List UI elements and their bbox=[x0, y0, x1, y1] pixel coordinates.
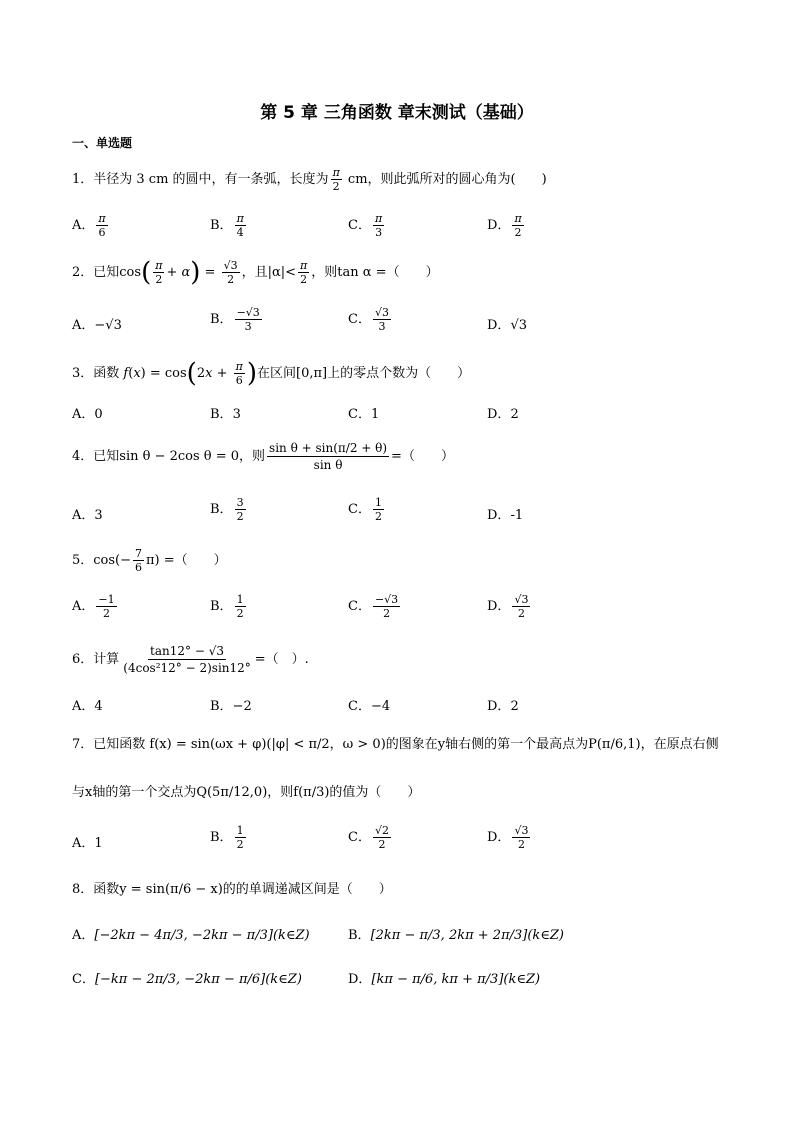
option-a[interactable]: A．−√3 bbox=[72, 318, 122, 333]
fraction: $\frac{\pi}{2}$ bbox=[332, 166, 340, 193]
option-a[interactable]: A．4 bbox=[72, 699, 103, 714]
question-6: 6．计算 $\frac{\tan 12^\circ - √3}{\text{(4cos²12° − 2)sin12°}}$ =（ ）. bbox=[72, 644, 309, 675]
option-b[interactable]: B． $\frac{1}{2}$ bbox=[210, 824, 244, 851]
option-d[interactable]: D． $\frac{√3}{2}$ bbox=[487, 824, 529, 851]
option-d[interactable]: D．-1 bbox=[487, 508, 524, 523]
option-b[interactable]: B． $\frac{-√3}{3}$ bbox=[210, 306, 260, 333]
section-heading: 一、单选题 bbox=[72, 136, 133, 150]
question-2: 2．已知cos( $\frac{\pi}{2}$ + α) = $\frac{√3}{2}$ ，且|α|< $\frac{\pi}{2}$ ，则tan α =（ ） bbox=[72, 257, 439, 288]
option-c[interactable]: C．−4 bbox=[348, 699, 391, 714]
option-a[interactable]: A． $\frac{-1}{2}$ bbox=[72, 593, 115, 620]
question-text: 1．半径为 3 cm 的圆中，有一条弧，长度为 bbox=[72, 172, 329, 187]
question-4: 4．已知sin θ − 2cos θ = 0，则 $\frac{\text{sin θ + sin(π/2 + θ)}}{\text{sin θ}}$ =（ ） bbox=[72, 441, 454, 472]
option-a[interactable]: A．[−2kπ − 4π/3, −2kπ − π/3](k∈Z) bbox=[72, 928, 310, 943]
option-c[interactable]: C．[−kπ − 2π/3, −2kπ − π/6](k∈Z) bbox=[72, 972, 302, 987]
option-d[interactable]: D． $\frac{\pi}{2}$ bbox=[487, 212, 522, 239]
option-c[interactable]: C． $\frac{√3}{3}$ bbox=[348, 306, 389, 333]
question-3: 3．函数 f(x) = cos(2x + $\frac{\pi}{6}$ )在区间[0,π]上的零点个数为（ ） bbox=[72, 358, 471, 389]
question-1 bbox=[72, 166, 547, 193]
option-b[interactable]: B．3 bbox=[210, 407, 241, 422]
option-c[interactable]: C． $\frac{1}{2}$ bbox=[348, 496, 382, 523]
option-d[interactable]: D．2 bbox=[487, 699, 519, 714]
option-b[interactable]: B． $\frac{\pi}{4}$ bbox=[210, 212, 244, 239]
question-8: 8．函数y = sin(π/6 − x)的的单调递减区间是（ ） bbox=[72, 882, 392, 897]
question-5: 5．cos(− $\frac{7}{6}$ π) =（ ） bbox=[72, 547, 227, 574]
option-c[interactable]: C． $\frac{√2}{2}$ bbox=[348, 824, 389, 851]
option-b[interactable]: B． $\frac{1}{2}$ bbox=[210, 593, 244, 620]
page-title: 第 5 章 三角函数 章末测试（基础） bbox=[260, 103, 534, 123]
option-b[interactable]: B． $\frac{3}{2}$ bbox=[210, 496, 244, 523]
option-c[interactable]: C．1 bbox=[348, 407, 380, 422]
question-text: cm，则此弧所对的圆心角为( ) bbox=[343, 172, 547, 187]
option-a[interactable]: A．1 bbox=[72, 836, 103, 851]
option-b[interactable]: B．−2 bbox=[210, 699, 252, 714]
option-a[interactable]: A．3 bbox=[72, 508, 103, 523]
option-d[interactable]: D． $\frac{√3}{2}$ bbox=[487, 593, 529, 620]
question-7-line-1: 7．已知函数 f(x) = sin(ωx + φ)(|φ| < π/2，ω > 0)的图象在y轴右侧的第一个最高点为P(π/6,1)，在原点右侧 bbox=[72, 737, 719, 752]
option-c[interactable]: C． $\frac{-√3}{2}$ bbox=[348, 593, 399, 620]
option-d[interactable]: D．[kπ − π/6, kπ + π/3](k∈Z) bbox=[348, 972, 541, 987]
option-c[interactable]: C． $\frac{\pi}{3}$ bbox=[348, 212, 383, 239]
option-d[interactable]: D．2 bbox=[487, 407, 519, 422]
option-b[interactable]: B．[2kπ − π/3, 2kπ + 2π/3](k∈Z) bbox=[348, 928, 565, 943]
option-a[interactable]: A．0 bbox=[72, 407, 103, 422]
option-a[interactable]: A． $\frac{\pi}{6}$ bbox=[72, 212, 106, 239]
question-7-line-2: 与x轴的第一个交点为Q(5π/12,0)，则f(π/3)的值为（ ） bbox=[72, 785, 421, 800]
option-d[interactable]: D．√3 bbox=[487, 318, 527, 333]
